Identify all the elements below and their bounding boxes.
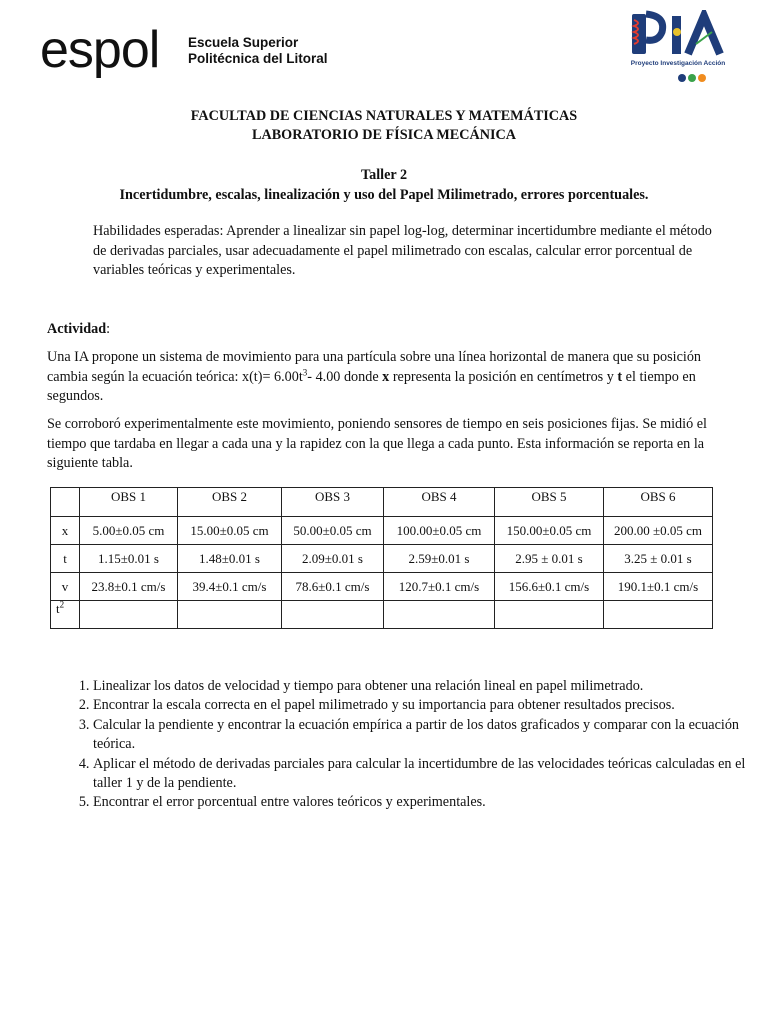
list-item: 1. Linealizar los datos de velocidad y tiempo para obtener una relación lineal en papel milimetrado. xyxy=(93,677,753,696)
task-list xyxy=(47,677,753,813)
table-row xyxy=(51,517,713,545)
espol-wordmark: espol xyxy=(40,21,160,79)
list-item: 2. Encontrar la escala correcta en el papel milimetrado y su importancia para obtener resultados precisos. xyxy=(93,696,753,715)
expected-skills: Habilidades esperadas: Aprender a linealizar sin papel log-log, determinar incertidumbre mediante el método de derivadas parciales, usar adecuadamente el papel milimetrado con escalas, calcular error porcentual de variables teóricas y experimentales. xyxy=(93,223,712,278)
table-cell xyxy=(604,601,713,629)
table-cell: 78.6±0.1 cm/s xyxy=(282,573,384,601)
table-row xyxy=(51,545,713,573)
table-cell: 200.00 ±0.05 cm xyxy=(604,517,713,545)
table-cell xyxy=(178,601,282,629)
activity-paragraph-1: Una IA propone un sistema de movimiento para una partícula sobre una línea horizontal de manera que su posición cambia según la ecuación teórica: $x(t)= 6.00t^3-$ 4.00 donde x representa la posición en centímetros y t el tiempo en segundos. xyxy=(47,349,702,404)
table-row xyxy=(51,573,713,601)
table-cell: 5.00±0.05 cm xyxy=(80,517,178,545)
table-cell: 100.00±0.05 cm xyxy=(384,517,495,545)
table-cell xyxy=(80,601,178,629)
table-cell: 39.4±0.1 cm/s xyxy=(178,573,282,601)
pia-caption: Proyecto Investigación Acción xyxy=(630,60,726,67)
table-cell: 1.48±0.01 s xyxy=(178,545,282,573)
table-cell: 15.00±0.05 cm xyxy=(178,517,282,545)
row-label: t xyxy=(51,545,80,573)
table-header-cell: OBS 1 xyxy=(80,488,178,517)
table-header-cell: OBS 5 xyxy=(495,488,604,517)
observations-table xyxy=(50,487,713,629)
table-header-cell: OBS 4 xyxy=(384,488,495,517)
row-label: $t^2$ xyxy=(51,601,80,629)
activity-paragraph-2: Se corroboró experimentalmente este movimiento, poniendo sensores de tiempo en seis posiciones fijas. Se midió el tiempo que tardaba en llegar a cada una y la rapidez con la que llega a cada punto. Esta información se reporta en la siguiente tabla. xyxy=(47,416,707,471)
espol-logo xyxy=(40,21,340,80)
row-label: x xyxy=(51,517,80,545)
table-cell xyxy=(384,601,495,629)
taller-title: Taller 2 xyxy=(360,167,408,183)
table-cell: 156.6±0.1 cm/s xyxy=(495,573,604,601)
table-cell xyxy=(282,601,384,629)
table-cell: 1.15±0.01 s xyxy=(80,545,178,573)
list-item: 3. Calcular la pendiente y encontrar la ecuación empírica a partir de los datos graficados y comparar con la ecuación teórica. xyxy=(93,716,753,755)
list-item: 4. Aplicar el método de derivadas parciales para calcular la incertidumbre de las velocidades teóricas calculadas en el taller 1 y de la pendiente. xyxy=(93,755,753,794)
table-row xyxy=(51,601,713,629)
table-header-cell: OBS 2 xyxy=(178,488,282,517)
espol-name: Escuela Superior Politécnica del Litoral xyxy=(188,35,328,66)
pia-emblem-icon xyxy=(622,10,734,86)
table-cell: 150.00±0.05 cm xyxy=(495,517,604,545)
table-cell xyxy=(495,601,604,629)
table-cell: 23.8±0.1 cm/s xyxy=(80,573,178,601)
table-cell: 3.25 ± 0.01 s xyxy=(604,545,713,573)
table-header-row xyxy=(51,488,713,517)
table-header-cell: OBS 6 xyxy=(604,488,713,517)
pia-logo xyxy=(622,10,734,86)
faculty-title: FACULTAD DE CIENCIAS NATURALES Y MATEMÁTICAS xyxy=(190,108,578,124)
activity-heading: Actividad: xyxy=(47,321,111,337)
list-item: 5. Encontrar el error porcentual entre valores teóricos y experimentales. xyxy=(93,793,753,812)
table-cell: 2.59±0.01 s xyxy=(384,545,495,573)
taller-header xyxy=(0,165,768,205)
taller-subtitle: Incertidumbre, escalas, linealización y uso del Papel Milimetrado, errores porcentuales. xyxy=(119,187,649,203)
table-cell: 190.1±0.1 cm/s xyxy=(604,573,713,601)
table-header-cell: OBS 3 xyxy=(282,488,384,517)
table-cell: 2.09±0.01 s xyxy=(282,545,384,573)
table-cell: 50.00±0.05 cm xyxy=(282,517,384,545)
row-label: v xyxy=(51,573,80,601)
lab-title: LABORATORIO DE FÍSICA MECÁNICA xyxy=(252,127,516,143)
faculty-header xyxy=(0,107,768,145)
table-cell: 2.95 ± 0.01 s xyxy=(495,545,604,573)
table-cell: 120.7±0.1 cm/s xyxy=(384,573,495,601)
